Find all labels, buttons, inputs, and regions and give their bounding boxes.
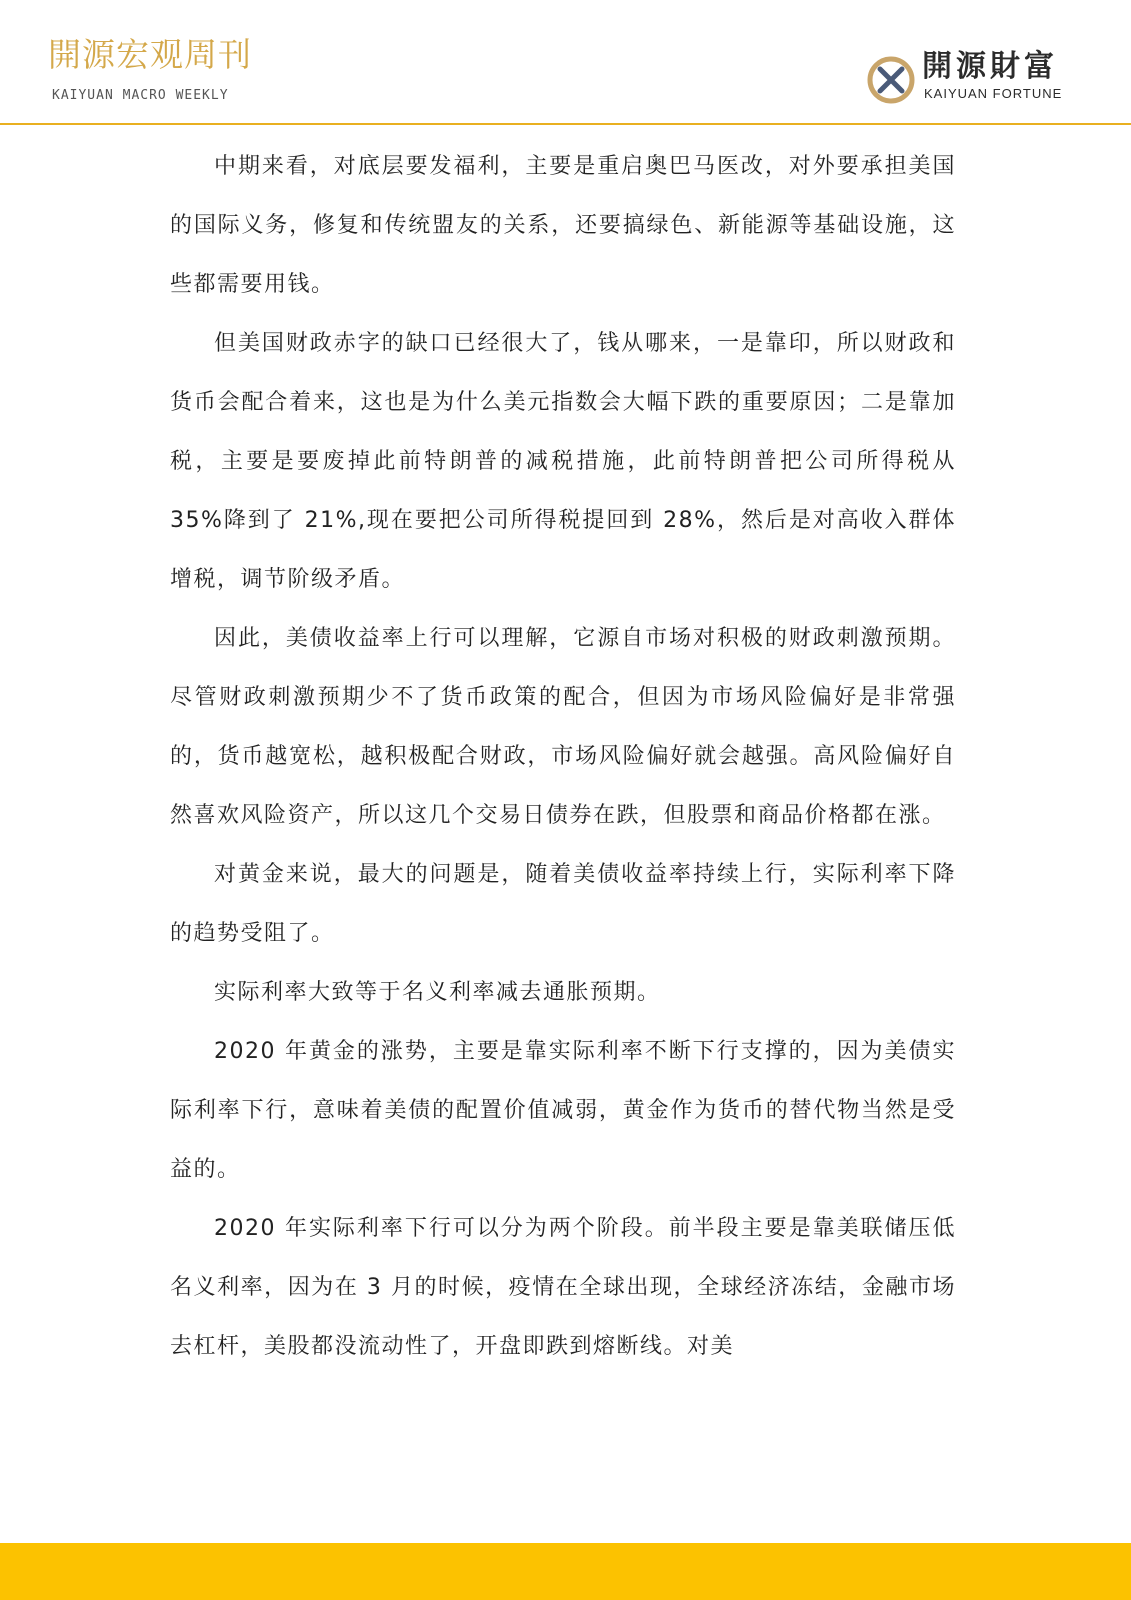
- kaiyuan-logo-icon: [866, 55, 916, 105]
- paragraph: 中期来看，对底层要发福利，主要是重启奥巴马医改，对外要承担美国的国际义务，修复和传统盟友的关系，还要搞绿色、新能源等基础设施，这些都需要用钱。: [170, 154, 956, 297]
- article-body: [170, 137, 956, 1376]
- paragraph: 因此，美债收益率上行可以理解，它源自市场对积极的财政刺激预期。尽管财政刺激预期少不了货币政策的配合，但因为市场风险偏好是非常强的，货币越宽松，越积极配合财政，市场风险偏好就会越强。高风险偏好自然喜欢风险资产，所以这几个交易日债券在跌，但股票和商品价格都在涨。: [170, 626, 956, 828]
- publication-subtitle: KAIYUAN MACRO WEEKLY: [52, 88, 229, 103]
- publication-title: 開源宏观周刊: [48, 35, 252, 74]
- logo-chinese-name: 開源財富: [922, 49, 1058, 84]
- paragraph: 对黄金来说，最大的问题是，随着美债收益率持续上行，实际利率下降的趋势受阻了。: [170, 862, 956, 946]
- paragraph: 2020 年黄金的涨势，主要是靠实际利率不断下行支撑的，因为美债实际利率下行，意味着美债的配置价值减弱，黄金作为货币的替代物当然是受益的。: [170, 1039, 956, 1182]
- company-logo: [866, 50, 1096, 110]
- header-divider: [0, 123, 1131, 125]
- paragraph: 但美国财政赤字的缺口已经很大了，钱从哪来，一是靠印，所以财政和货币会配合着来，这也是为什么美元指数会大幅下跌的重要原因；二是靠加税，主要是要废掉此前特朗普的减税措施，此前特朗普把公司所得税从 35%降到了 21%,现在要把公司所得税提回到 28%，然后是对高收入群体增税，调节阶级矛盾。: [170, 331, 956, 592]
- paragraph: 实际利率大致等于名义利率减去通胀预期。: [214, 980, 661, 1005]
- footer-bar: [0, 1543, 1131, 1600]
- paragraph: 2020 年实际利率下行可以分为两个阶段。前半段主要是靠美联储压低名义利率，因为在 3 月的时候，疫情在全球出现，全球经济冻结，金融市场去杠杆，美股都没流动性了，开盘即跌到熔断线。对美: [170, 1216, 956, 1359]
- logo-english-name: KAIYUAN FORTUNE: [924, 86, 1063, 101]
- page-header: [0, 0, 1131, 125]
